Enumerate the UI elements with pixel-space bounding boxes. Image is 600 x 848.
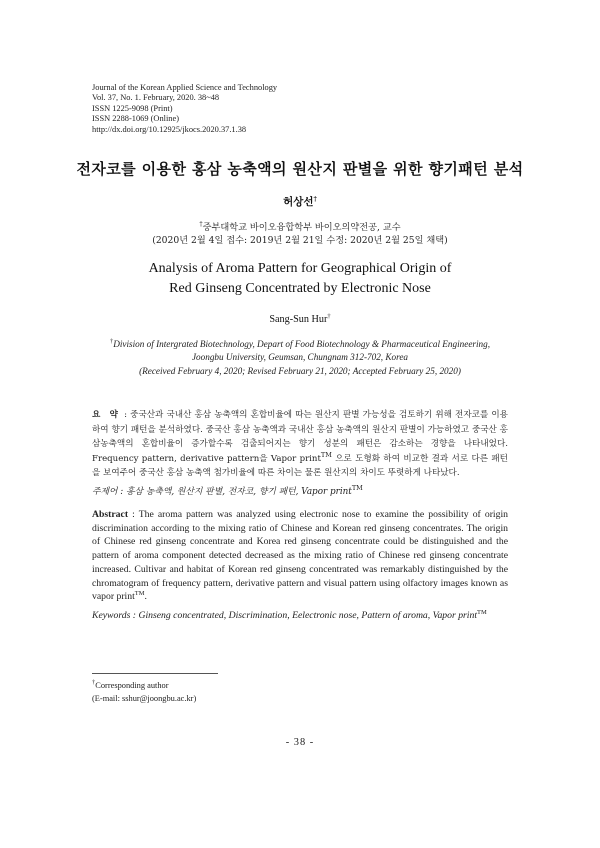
korean-abstract-text-1: : 중국산과 국내산 홍삼 농축액의 혼합비율에 따는 원산지 판별 가능성을 검토하기 위해 전자코를 이용하여 향기 패턴을 분석하였다. 중국산 홍삼 농축액과 국내산 홍삼 농축액의 원산지 판별이 가능하였고 중국산 홍삼농축액의 혼합비율이 증가할수록 검출되어지는 향기 성분의 패턴은 감소하는 경향을 나타내었다. Frequency pattern, derivative pattern을 Vapor print [92,410,508,464]
korean-author-mark: † [313,195,317,203]
journal-name: Journal of the Korean Applied Science and Technology [92,83,278,92]
footnote [92,680,392,705]
journal-issn-print: ISSN 1225-9098 (Print) [92,103,173,113]
footnote-divider [92,673,218,674]
english-affiliation-line-1: Division of Intergrated Biotechnology, Depart of Food Biotechnology & Pharmaceutical Engineering, [113,339,491,349]
english-abstract-text-2: . [144,591,147,603]
page-number: - 38 - [285,737,315,748]
english-affiliation-mark: † [109,338,114,345]
journal-doi[interactable]: http://dx.doi.org/10.12925/jkocs.2020.37.1.38 [92,124,247,134]
korean-affiliation [0,221,600,247]
korean-received-dates: (2020년 2월 4일 접수: 2019년 2월 21일 수정: 2020년 2월 25일 채택) [152,235,448,246]
english-author [0,314,600,325]
footnote-mark: † [92,679,96,686]
english-title-line-1: Analysis of Aroma Pattern for Geographical Origin of [148,261,452,276]
korean-abstract-label: 요 약 [92,410,121,420]
korean-affiliation-line: 중부대학교 바이오융합학부 바이오의약전공, 교수 [202,222,401,233]
english-title-line-2: Red Ginseng Concentrated by Electronic Nose [169,281,431,296]
journal-issn-online: ISSN 2288-1069 (Online) [92,114,180,124]
korean-keywords-text: 주제어 : 홍삼 농축액, 원산지 판별, 전자코, 향기 패턴, Vapor print [92,487,352,497]
english-abstract [92,508,508,604]
trademark-mark: TM [320,450,332,459]
english-abstract-text-1: : The aroma pattern was analyzed using electronic nose to examine the possibility of origin discrimination according to the mixing ratio of Chinese and Korean red ginseng concentrates. The origin of Chinese red ginseng concentrate and Korea red ginseng concentrate could be distinguished and the pattern of aroma component detected decreased as the mixing ratio of Chinese red ginseng concentrate increased. Cultivar and habitat of Korean red ginseng concentrated was remarkably distinguished by the chromatogram of frequency pattern, derivative pattern and visual pattern using olfactory images known as vapor print [92,509,508,603]
korean-abstract-text-2: 으로 도형화 하여 비교한 결과 서로 다른 패턴을 보여주어 중국산 홍삼 농축액 첨가비율에 따른 차이는 물론 원산지의 차이도 뚜렷하게 나타났다. [92,453,508,479]
journal-info [92,83,392,135]
korean-affiliation-mark: † [199,220,203,228]
english-abstract-label: Abstract [92,509,129,520]
footnote-corresponding: Corresponding author [95,681,169,690]
korean-keywords [92,484,508,497]
journal-volume: Vol. 37, No. 1. February, 2020. 38~48 [92,93,220,103]
footnote-email[interactable]: (E-mail: sshur@joongbu.ac.kr) [92,693,197,703]
trademark-mark: TM [134,590,145,598]
english-keywords [92,610,508,621]
english-affiliation [0,338,600,378]
korean-title: 전자코를 이용한 홍삼 농축액의 원산지 판별을 위한 향기패턴 분석 [76,160,524,178]
korean-author [0,194,600,209]
english-keywords-text: Keywords : Ginseng concentrated, Discrimination, Eelectronic nose, Pattern of aroma, Vapor print [92,610,478,621]
english-title [0,259,600,299]
trademark-mark: TM [477,609,487,616]
english-author-name: Sang-Sun Hur [269,314,328,325]
korean-abstract [92,408,508,481]
trademark-mark: TM [351,484,363,492]
korean-author-name: 허상선 [283,196,314,208]
english-author-mark: † [327,313,331,320]
english-received-dates: (Received February 4, 2020; Revised February 21, 2020; Accepted February 25, 2020) [139,365,461,376]
english-affiliation-line-2: Joongbu University, Geumsan, Chungnam 312-702, Korea [191,352,409,363]
